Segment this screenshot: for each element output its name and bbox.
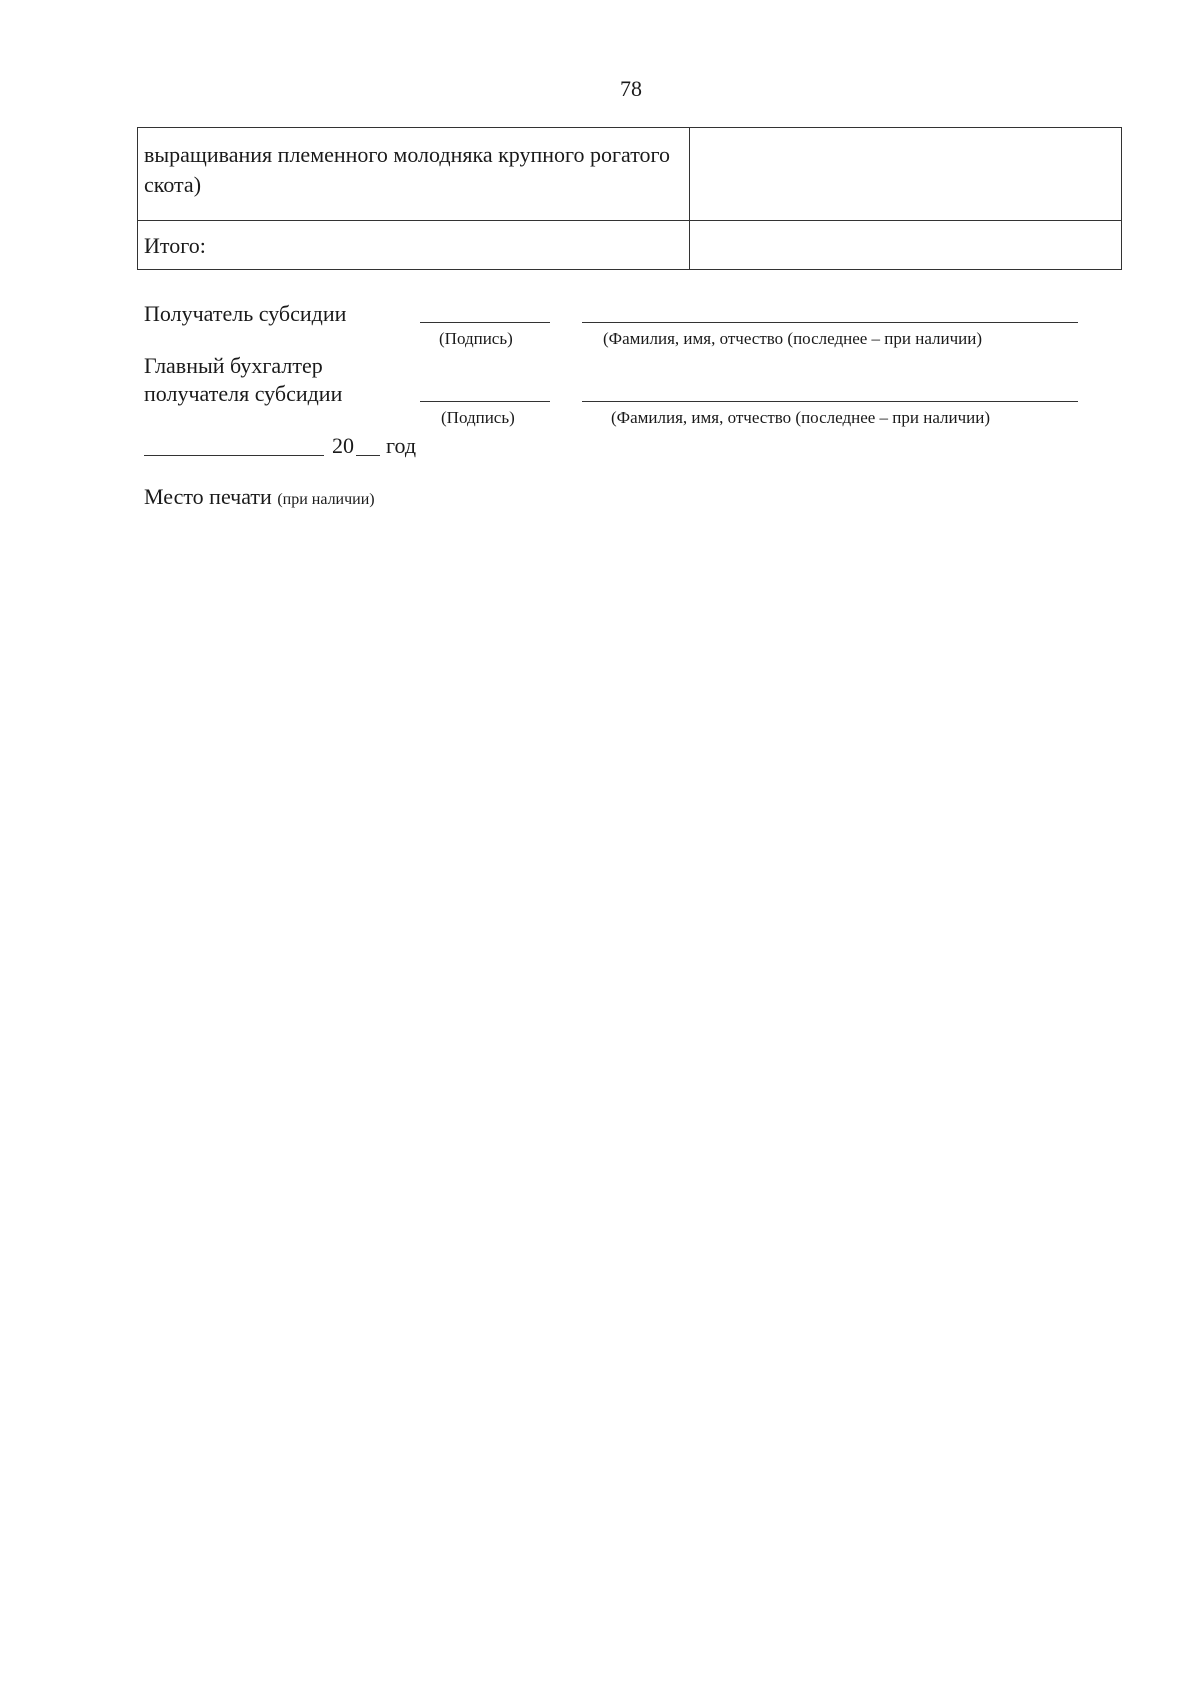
page-number: 78 <box>620 76 642 101</box>
stamp-place <box>144 484 375 510</box>
recipient-name-line <box>582 322 1078 323</box>
recipient-label: Получатель субсидии <box>144 301 347 326</box>
stamp-note: (при наличии) <box>277 491 375 508</box>
accountant-label-line2: получателя субсидии <box>144 381 343 406</box>
date-year-prefix: 20 <box>332 433 354 458</box>
recipient-signature-caption: (Подпись) <box>439 329 513 348</box>
accountant-signature-line <box>420 401 550 402</box>
accountant-signature-caption: (Подпись) <box>441 408 515 427</box>
accountant-label-line1: Главный бухгалтер <box>144 353 323 378</box>
table-cell-label: выращивания племенного молодняка крупного рогатого скота) <box>138 128 690 221</box>
total-value <box>690 221 1122 270</box>
subsidy-table <box>137 127 1122 270</box>
recipient-signature-line <box>420 322 550 323</box>
date-blank-line <box>144 455 324 456</box>
recipient-name-caption: (Фамилия, имя, отчество (последнее – при наличии) <box>603 329 983 348</box>
accountant-name-caption: (Фамилия, имя, отчество (последнее – при наличии) <box>611 408 991 427</box>
date-year-suffix: год <box>386 433 417 458</box>
table-row-total <box>138 221 1122 270</box>
stamp-label: Место печати <box>144 484 272 509</box>
year-blank-line <box>356 455 380 456</box>
table-cell-value <box>690 128 1122 221</box>
table-row <box>138 128 1122 221</box>
accountant-name-line <box>582 401 1078 402</box>
total-label: Итого: <box>138 221 690 270</box>
